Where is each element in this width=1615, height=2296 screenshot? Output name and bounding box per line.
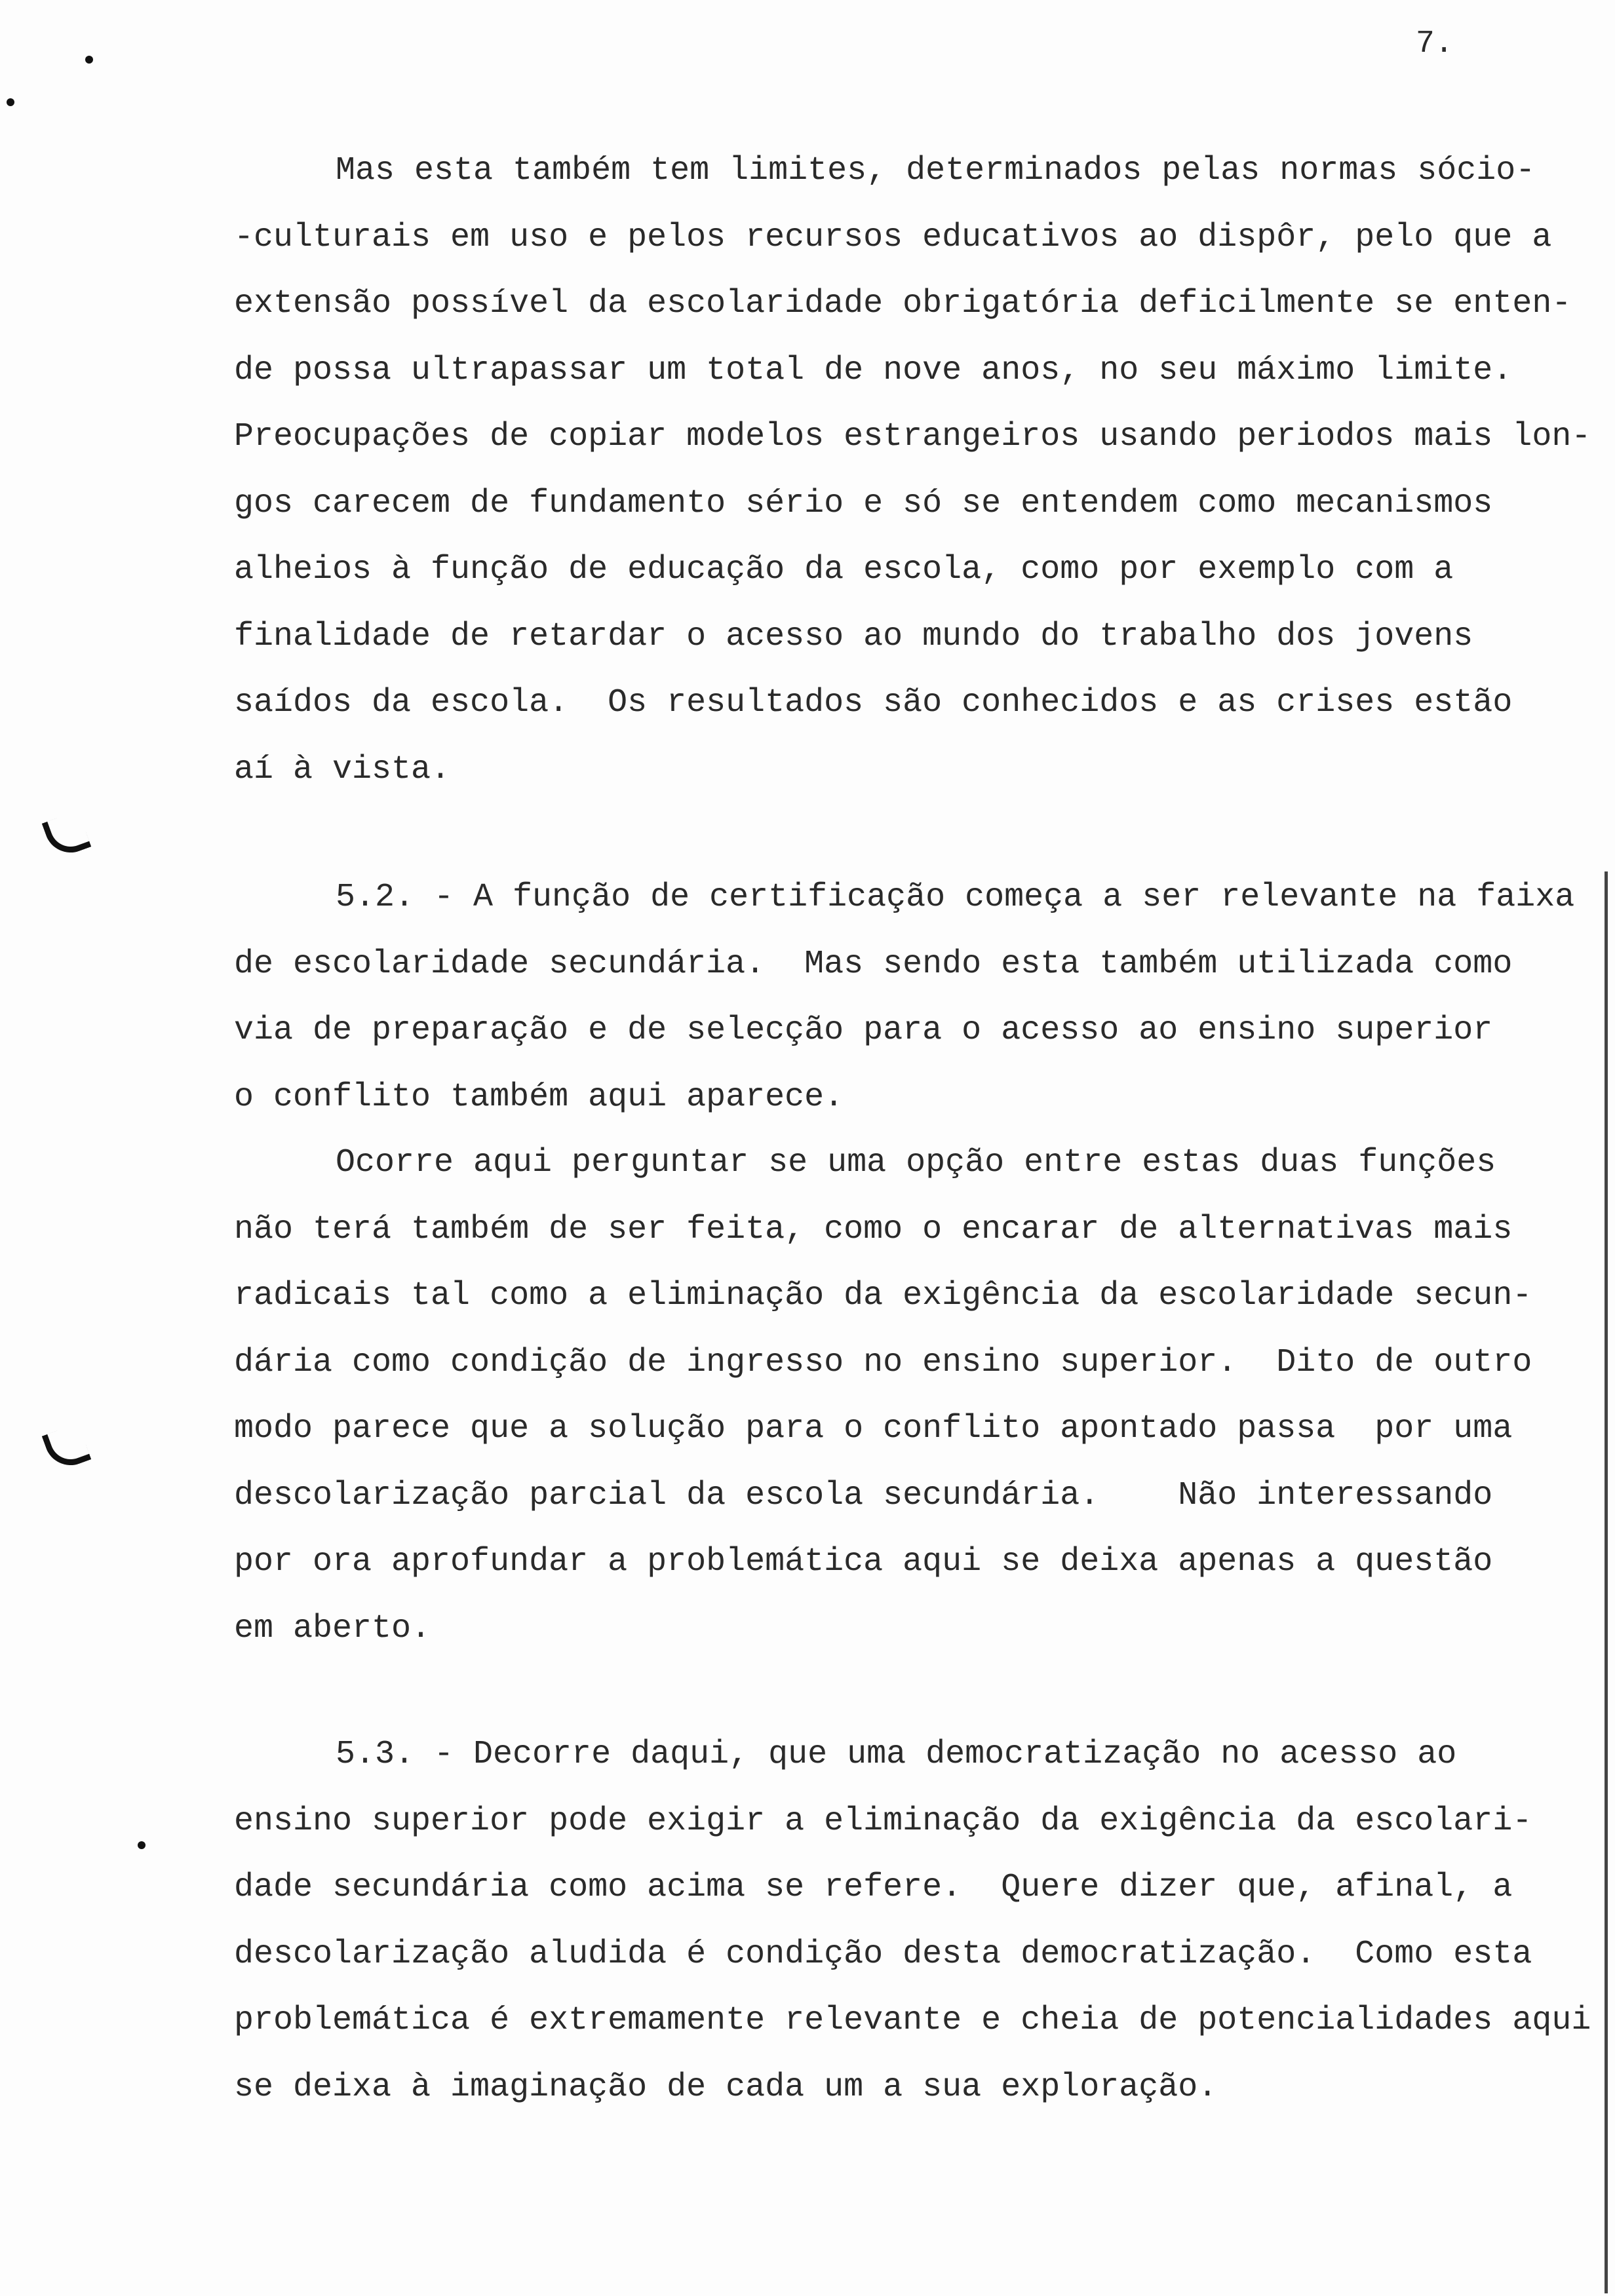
text-line: de possa ultrapassar um total de nove anos, no seu máximo limite. xyxy=(234,351,1513,389)
text-line: Preocupações de copiar modelos estrangeiros usando periodos mais lon- xyxy=(234,418,1591,455)
text-line: ensino superior pode exigir a eliminação da exigência da escolari- xyxy=(234,1802,1532,1840)
text-line: finalidade de retardar o acesso ao mundo do trabalho dos jovens xyxy=(234,617,1473,655)
text-line: dade secundária como acima se refere. Quere dizer que, afinal, a xyxy=(234,1869,1513,1906)
text-line: 5.3. - Decorre daqui, que uma democratização no acesso ao xyxy=(336,1736,1457,1773)
page-number: 7. xyxy=(1416,26,1454,62)
punch-hole-mark xyxy=(42,1423,92,1473)
text-line: Ocorre aqui perguntar se uma opção entre estas duas funções xyxy=(336,1144,1496,1181)
text-line: Mas esta também tem limites, determinados pelas normas sócio- xyxy=(336,152,1536,189)
punch-hole-mark xyxy=(42,811,92,860)
text-line: -culturais em uso e pelos recursos educativos ao dispôr, pelo que a xyxy=(234,218,1552,256)
page-edge-line xyxy=(1605,871,1608,2293)
text-line: radicais tal como a eliminação da exigência da escolaridade secun- xyxy=(234,1277,1532,1314)
text-line: modo parece que a solução para o conflito apontado passa por uma xyxy=(234,1410,1513,1447)
text-line: o conflito também aqui aparece. xyxy=(234,1078,844,1116)
scan-speck xyxy=(138,1841,146,1849)
text-line: extensão possível da escolaridade obrigatória deficilmente se enten- xyxy=(234,285,1572,322)
text-line: se deixa à imaginação de cada um a sua exploração. xyxy=(234,2068,1218,2106)
text-line: alheios à função de educação da escola, como por exemplo com a xyxy=(234,551,1454,588)
text-line: saídos da escola. Os resultados são conhecidos e as crises estão xyxy=(234,684,1513,721)
text-line: 5.2. - A função de certificação começa a ser relevante na faixa xyxy=(336,879,1575,916)
text-line: por ora aprofundar a problemática aqui se deixa apenas a questão xyxy=(234,1543,1493,1580)
text-line: de escolaridade secundária. Mas sendo esta também utilizada como xyxy=(234,945,1513,983)
text-line: via de preparação e de selecção para o acesso ao ensino superior xyxy=(234,1012,1493,1049)
text-line: gos carecem de fundamento sério e só se entendem como mecanismos xyxy=(234,484,1493,522)
scan-speck xyxy=(85,56,93,64)
text-line: não terá também de ser feita, como o encarar de alternativas mais xyxy=(234,1210,1513,1248)
text-line: descolarização aludida é condição desta democratização. Como esta xyxy=(234,1935,1532,1973)
text-line: descolarização parcial da escola secundária. Não interessando xyxy=(234,1476,1493,1514)
scan-speck xyxy=(7,98,14,106)
text-line: aí à vista. xyxy=(234,750,451,788)
text-line: dária como condição de ingresso no ensino superior. Dito de outro xyxy=(234,1343,1532,1381)
text-line: em aberto. xyxy=(234,1609,431,1647)
text-line: problemática é extremamente relevante e cheia de potencialidades aqui xyxy=(234,2002,1591,2039)
